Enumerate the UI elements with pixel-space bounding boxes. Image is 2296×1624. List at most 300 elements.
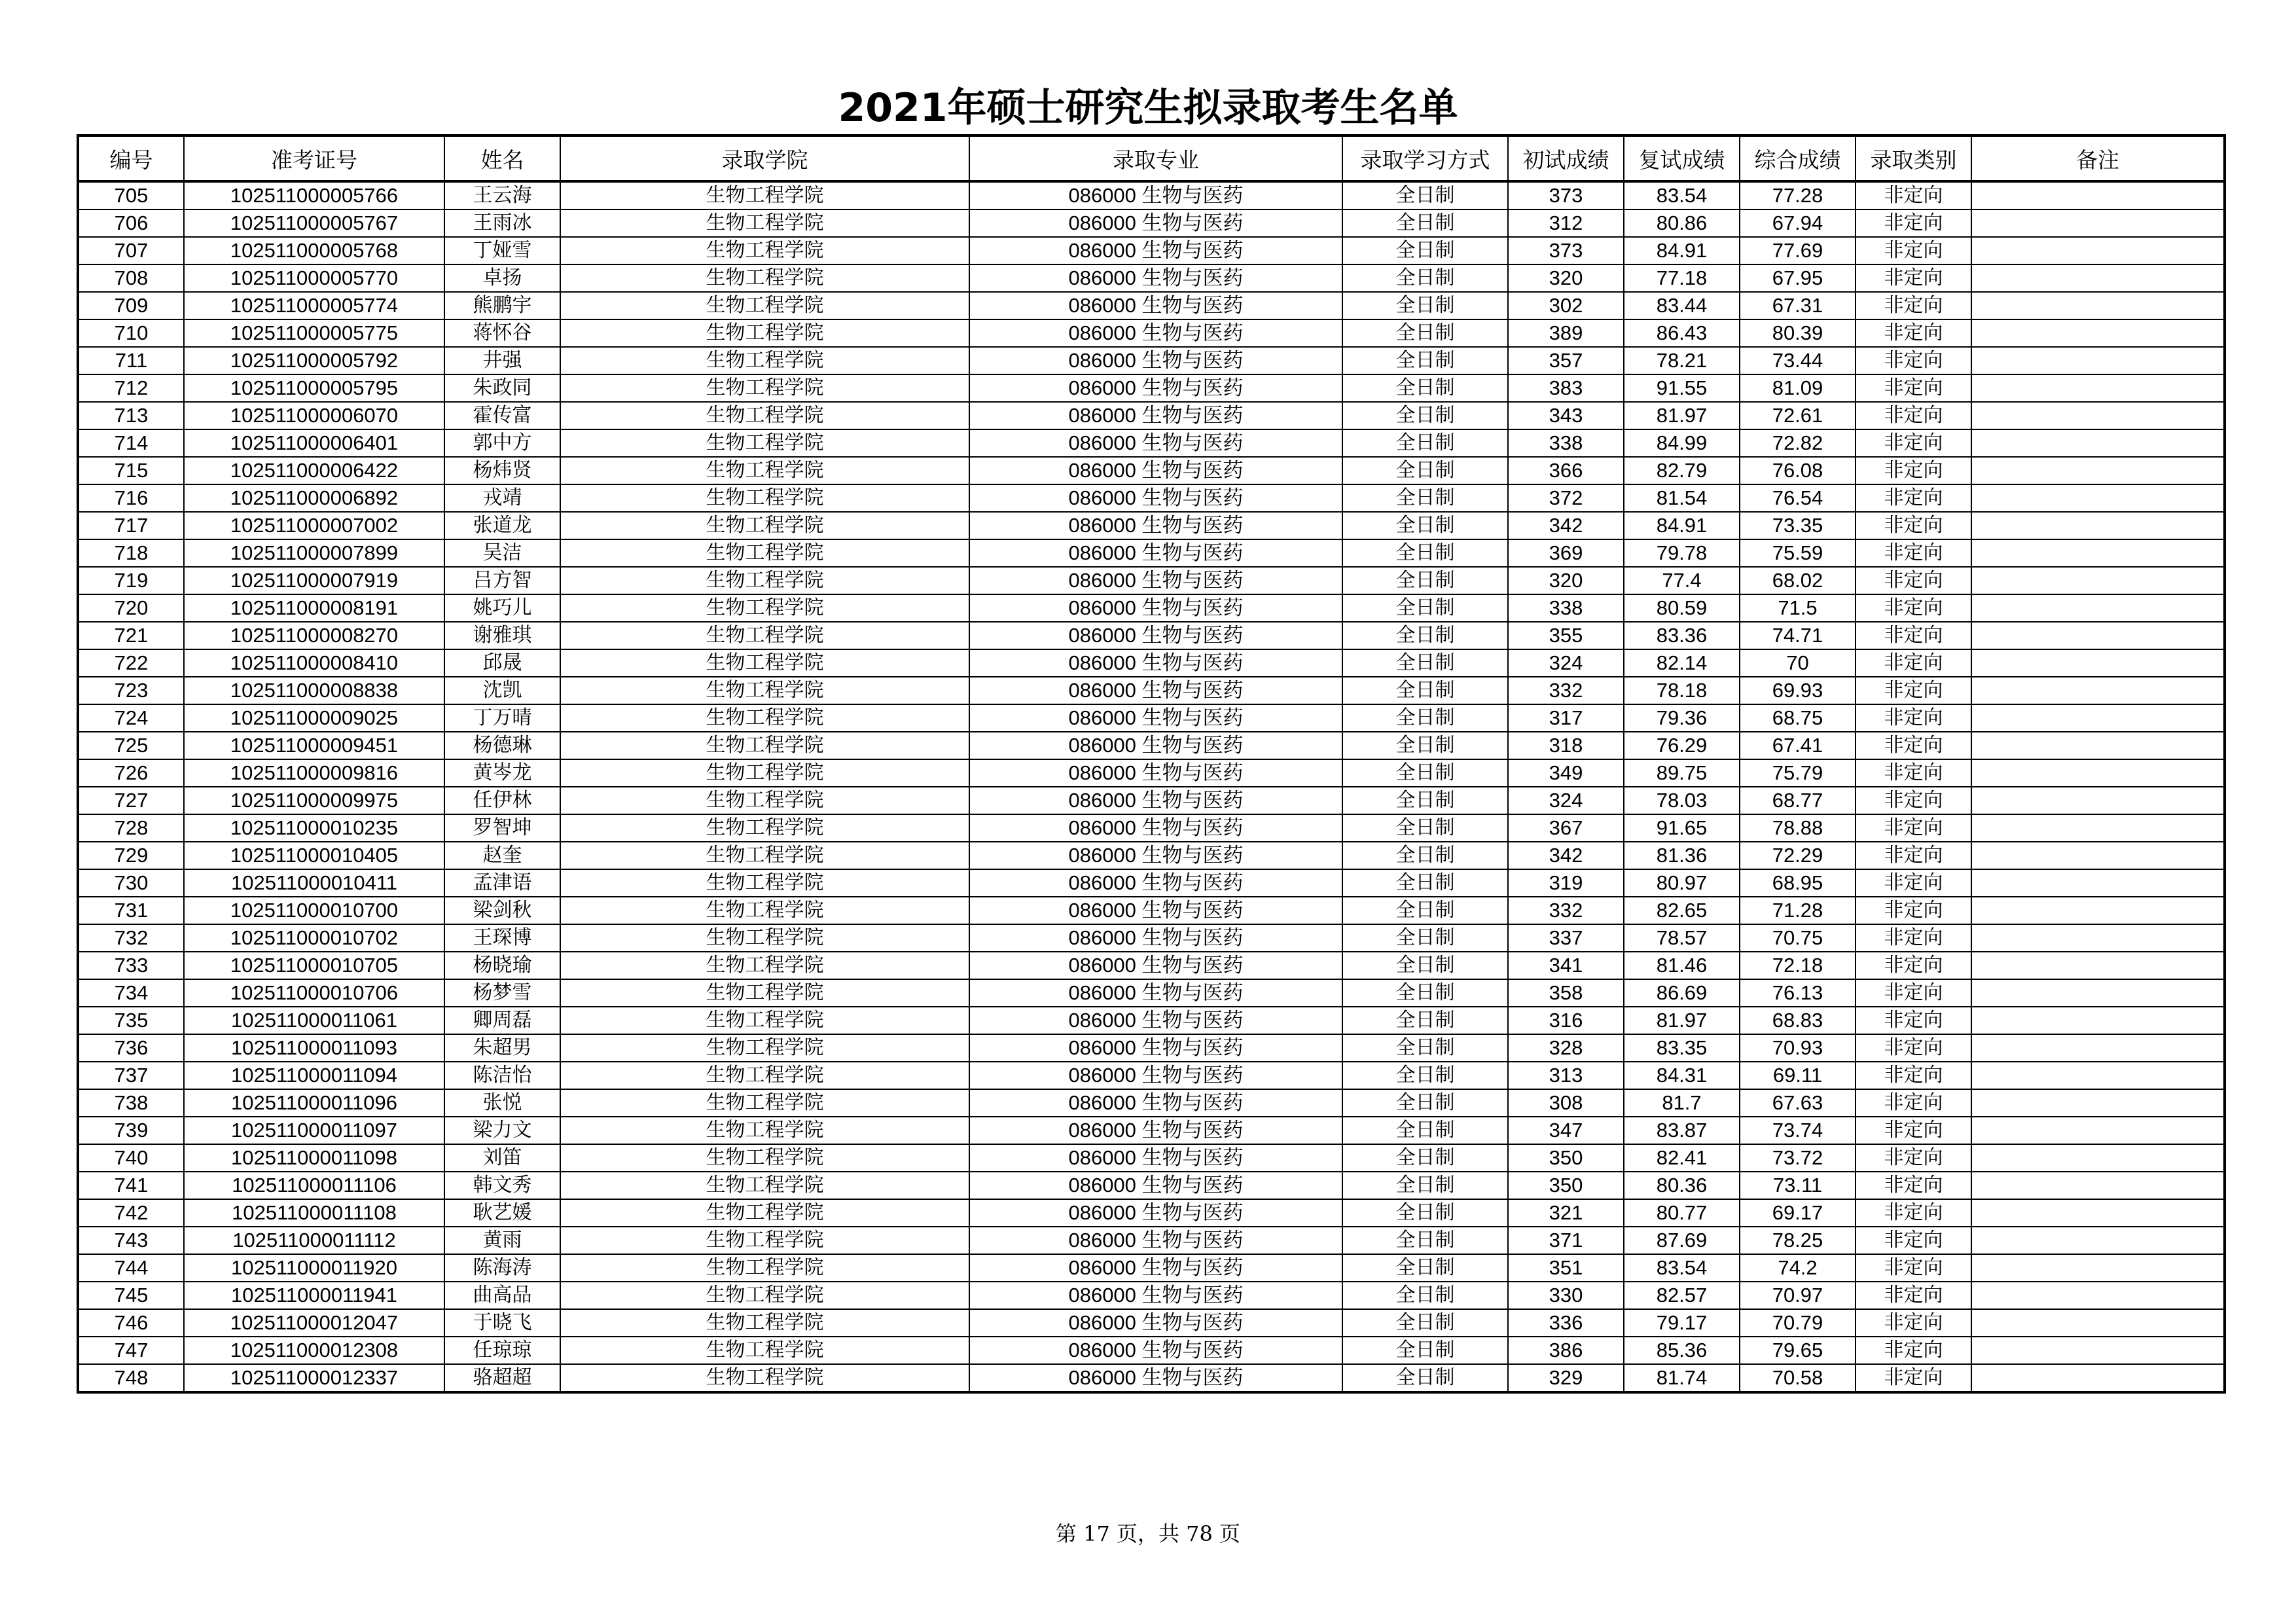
remarks-cell [1971,567,2225,594]
major-cell: 086000 生物与医药 [969,319,1342,347]
exam-number-cell: 102511000005774 [184,292,444,319]
name-cell: 黄岑龙 [444,759,560,787]
study-mode-cell: 全日制 [1342,264,1508,292]
name-cell: 黄雨 [444,1227,560,1254]
initial-score-cell: 369 [1508,539,1624,567]
initial-score-cell: 318 [1508,732,1624,759]
table-row [78,209,2225,237]
remarks-cell [1971,319,2225,347]
college-cell: 生物工程学院 [560,374,969,402]
study-mode-cell: 全日制 [1342,732,1508,759]
retest-score-cell: 76.29 [1624,732,1740,759]
initial-score-cell: 342 [1508,512,1624,539]
exam-number-cell: 102511000007002 [184,512,444,539]
exam-number-cell: 102511000010706 [184,979,444,1007]
total-score-cell: 73.44 [1740,347,1856,374]
name-cell: 王琛博 [444,924,560,952]
major-cell: 086000 生物与医药 [969,814,1342,842]
study-mode-cell: 全日制 [1342,649,1508,677]
total-score-cell: 77.28 [1740,181,1856,209]
category-cell: 非定向 [1856,457,1971,484]
remarks-cell [1971,1199,2225,1227]
remarks-cell [1971,732,2225,759]
table-row [78,1364,2225,1392]
remarks-cell [1971,1337,2225,1364]
retest-score-cell: 79.78 [1624,539,1740,567]
name-cell: 姚巧儿 [444,594,560,622]
study-mode-cell: 全日制 [1342,319,1508,347]
id-cell: 733 [78,952,184,979]
exam-number-cell: 102511000011061 [184,1007,444,1034]
total-score-cell: 67.31 [1740,292,1856,319]
exam-number-cell: 102511000011097 [184,1117,444,1144]
table-row [78,732,2225,759]
total-score-cell: 72.82 [1740,429,1856,457]
name-cell: 陈海涛 [444,1254,560,1282]
category-cell: 非定向 [1856,1034,1971,1062]
study-mode-cell: 全日制 [1342,347,1508,374]
study-mode-cell: 全日制 [1342,1172,1508,1199]
name-cell: 任伊林 [444,787,560,814]
initial-score-cell: 373 [1508,181,1624,209]
exam-number-cell: 102511000010702 [184,924,444,952]
retest-score-cell: 89.75 [1624,759,1740,787]
name-cell: 孟津语 [444,869,560,897]
study-mode-cell: 全日制 [1342,1089,1508,1117]
exam-number-cell: 102511000005795 [184,374,444,402]
category-cell: 非定向 [1856,787,1971,814]
name-cell: 于晓飞 [444,1309,560,1337]
college-cell: 生物工程学院 [560,264,969,292]
id-cell: 720 [78,594,184,622]
total-score-cell: 67.95 [1740,264,1856,292]
major-cell: 086000 生物与医药 [969,1254,1342,1282]
retest-score-cell: 87.69 [1624,1227,1740,1254]
category-cell: 非定向 [1856,1227,1971,1254]
major-cell: 086000 生物与医药 [969,374,1342,402]
category-cell: 非定向 [1856,759,1971,787]
remarks-cell [1971,787,2225,814]
college-cell: 生物工程学院 [560,292,969,319]
study-mode-cell: 全日制 [1342,1337,1508,1364]
id-cell: 737 [78,1062,184,1089]
table-row [78,704,2225,732]
college-cell: 生物工程学院 [560,622,969,649]
major-cell: 086000 生物与医药 [969,209,1342,237]
category-cell: 非定向 [1856,1062,1971,1089]
exam-number-cell: 102511000007899 [184,539,444,567]
college-cell: 生物工程学院 [560,759,969,787]
header-cell-college: 录取学院 [560,135,969,181]
table-row [78,1007,2225,1034]
total-score-cell: 76.54 [1740,484,1856,512]
total-score-cell: 72.18 [1740,952,1856,979]
college-cell: 生物工程学院 [560,1034,969,1062]
table-row [78,1034,2225,1062]
id-cell: 743 [78,1227,184,1254]
major-cell: 086000 生物与医药 [969,787,1342,814]
college-cell: 生物工程学院 [560,1117,969,1144]
college-cell: 生物工程学院 [560,677,969,704]
exam-number-cell: 102511000011094 [184,1062,444,1089]
study-mode-cell: 全日制 [1342,622,1508,649]
category-cell: 非定向 [1856,1117,1971,1144]
category-cell: 非定向 [1856,622,1971,649]
remarks-cell [1971,1034,2225,1062]
initial-score-cell: 317 [1508,704,1624,732]
id-cell: 723 [78,677,184,704]
total-score-cell: 67.63 [1740,1089,1856,1117]
study-mode-cell: 全日制 [1342,814,1508,842]
table-row [78,1337,2225,1364]
category-cell: 非定向 [1856,594,1971,622]
id-cell: 722 [78,649,184,677]
table-row [78,429,2225,457]
name-cell: 骆超超 [444,1364,560,1392]
study-mode-cell: 全日制 [1342,292,1508,319]
id-cell: 711 [78,347,184,374]
total-score-cell: 67.94 [1740,209,1856,237]
major-cell: 086000 生物与医药 [969,181,1342,209]
retest-score-cell: 77.18 [1624,264,1740,292]
initial-score-cell: 351 [1508,1254,1624,1282]
study-mode-cell: 全日制 [1342,842,1508,869]
study-mode-cell: 全日制 [1342,374,1508,402]
college-cell: 生物工程学院 [560,539,969,567]
total-score-cell: 68.75 [1740,704,1856,732]
retest-score-cell: 83.87 [1624,1117,1740,1144]
category-cell: 非定向 [1856,539,1971,567]
name-cell: 蒋怀谷 [444,319,560,347]
category-cell: 非定向 [1856,567,1971,594]
retest-score-cell: 85.36 [1624,1337,1740,1364]
name-cell: 耿艺媛 [444,1199,560,1227]
initial-score-cell: 366 [1508,457,1624,484]
study-mode-cell: 全日制 [1342,512,1508,539]
name-cell: 邱晟 [444,649,560,677]
study-mode-cell: 全日制 [1342,567,1508,594]
retest-score-cell: 78.18 [1624,677,1740,704]
id-cell: 736 [78,1034,184,1062]
retest-score-cell: 91.55 [1624,374,1740,402]
total-score-cell: 67.41 [1740,732,1856,759]
category-cell: 非定向 [1856,484,1971,512]
retest-score-cell: 84.99 [1624,429,1740,457]
table-row [78,594,2225,622]
remarks-cell [1971,952,2225,979]
exam-number-cell: 102511000012337 [184,1364,444,1392]
table-row [78,1254,2225,1282]
category-cell: 非定向 [1856,897,1971,924]
name-cell: 沈凯 [444,677,560,704]
table-row [78,622,2225,649]
retest-score-cell: 78.03 [1624,787,1740,814]
exam-number-cell: 102511000012047 [184,1309,444,1337]
table-row [78,759,2225,787]
name-cell: 卓扬 [444,264,560,292]
exam-number-cell: 102511000010405 [184,842,444,869]
college-cell: 生物工程学院 [560,1254,969,1282]
category-cell: 非定向 [1856,814,1971,842]
college-cell: 生物工程学院 [560,1144,969,1172]
category-cell: 非定向 [1856,402,1971,429]
study-mode-cell: 全日制 [1342,1227,1508,1254]
id-cell: 738 [78,1089,184,1117]
major-cell: 086000 生物与医药 [969,402,1342,429]
exam-number-cell: 102511000008410 [184,649,444,677]
exam-number-cell: 102511000006422 [184,457,444,484]
name-cell: 陈洁怡 [444,1062,560,1089]
table-row [78,649,2225,677]
exam-number-cell: 102511000011920 [184,1254,444,1282]
initial-score-cell: 338 [1508,429,1624,457]
exam-number-cell: 102511000005767 [184,209,444,237]
remarks-cell [1971,649,2225,677]
initial-score-cell: 302 [1508,292,1624,319]
table-row [78,1282,2225,1309]
header-cell-initial-score: 初试成绩 [1508,135,1624,181]
college-cell: 生物工程学院 [560,594,969,622]
table-row [78,924,2225,952]
exam-number-cell: 102511000011093 [184,1034,444,1062]
initial-score-cell: 330 [1508,1282,1624,1309]
initial-score-cell: 367 [1508,814,1624,842]
admission-table [77,134,2226,1394]
category-cell: 非定向 [1856,704,1971,732]
table-row [78,567,2225,594]
college-cell: 生物工程学院 [560,1007,969,1034]
id-cell: 706 [78,209,184,237]
total-score-cell: 76.13 [1740,979,1856,1007]
initial-score-cell: 324 [1508,649,1624,677]
initial-score-cell: 338 [1508,594,1624,622]
name-cell: 张悦 [444,1089,560,1117]
exam-number-cell: 102511000011112 [184,1227,444,1254]
study-mode-cell: 全日制 [1342,1364,1508,1392]
id-cell: 715 [78,457,184,484]
major-cell: 086000 生物与医药 [969,1364,1342,1392]
id-cell: 717 [78,512,184,539]
name-cell: 曲高品 [444,1282,560,1309]
total-score-cell: 79.65 [1740,1337,1856,1364]
id-cell: 730 [78,869,184,897]
initial-score-cell: 357 [1508,347,1624,374]
major-cell: 086000 生物与医药 [969,622,1342,649]
remarks-cell [1971,347,2225,374]
name-cell: 丁万晴 [444,704,560,732]
initial-score-cell: 320 [1508,567,1624,594]
remarks-cell [1971,512,2225,539]
total-score-cell: 68.77 [1740,787,1856,814]
total-score-cell: 71.5 [1740,594,1856,622]
college-cell: 生物工程学院 [560,732,969,759]
major-cell: 086000 生物与医药 [969,842,1342,869]
header-cell-remarks: 备注 [1971,135,2225,181]
remarks-cell [1971,484,2225,512]
table-row [78,319,2225,347]
retest-score-cell: 77.4 [1624,567,1740,594]
name-cell: 罗智坤 [444,814,560,842]
retest-score-cell: 78.21 [1624,347,1740,374]
header-cell-study-mode: 录取学习方式 [1342,135,1508,181]
name-cell: 熊鹏宇 [444,292,560,319]
exam-number-cell: 102511000010700 [184,897,444,924]
remarks-cell [1971,402,2225,429]
initial-score-cell: 313 [1508,1062,1624,1089]
total-score-cell: 81.09 [1740,374,1856,402]
exam-number-cell: 102511000005766 [184,181,444,209]
major-cell: 086000 生物与医药 [969,1282,1342,1309]
major-cell: 086000 生物与医药 [969,704,1342,732]
table-row [78,869,2225,897]
college-cell: 生物工程学院 [560,1089,969,1117]
total-score-cell: 68.83 [1740,1007,1856,1034]
college-cell: 生物工程学院 [560,1227,969,1254]
major-cell: 086000 生物与医药 [969,732,1342,759]
id-cell: 746 [78,1309,184,1337]
major-cell: 086000 生物与医药 [969,512,1342,539]
name-cell: 杨德琳 [444,732,560,759]
study-mode-cell: 全日制 [1342,429,1508,457]
header-cell-exam-number: 准考证号 [184,135,444,181]
remarks-cell [1971,1089,2225,1117]
name-cell: 霍传富 [444,402,560,429]
college-cell: 生物工程学院 [560,924,969,952]
study-mode-cell: 全日制 [1342,924,1508,952]
id-cell: 713 [78,402,184,429]
id-cell: 705 [78,181,184,209]
college-cell: 生物工程学院 [560,319,969,347]
table-row [78,347,2225,374]
table-row [78,1089,2225,1117]
id-cell: 709 [78,292,184,319]
major-cell: 086000 生物与医药 [969,1309,1342,1337]
study-mode-cell: 全日制 [1342,237,1508,264]
major-cell: 086000 生物与医药 [969,567,1342,594]
initial-score-cell: 343 [1508,402,1624,429]
category-cell: 非定向 [1856,1199,1971,1227]
college-cell: 生物工程学院 [560,1199,969,1227]
table-row [78,457,2225,484]
exam-number-cell: 102511000011108 [184,1199,444,1227]
name-cell: 吕方智 [444,567,560,594]
id-cell: 714 [78,429,184,457]
major-cell: 086000 生物与医药 [969,1007,1342,1034]
initial-score-cell: 383 [1508,374,1624,402]
table-row [78,1309,2225,1337]
initial-score-cell: 332 [1508,677,1624,704]
retest-score-cell: 81.7 [1624,1089,1740,1117]
remarks-cell [1971,759,2225,787]
table-row [78,1144,2225,1172]
exam-number-cell: 102511000008838 [184,677,444,704]
header-cell-total-score: 综合成绩 [1740,135,1856,181]
total-score-cell: 73.35 [1740,512,1856,539]
exam-number-cell: 102511000009816 [184,759,444,787]
remarks-cell [1971,1144,2225,1172]
initial-score-cell: 312 [1508,209,1624,237]
college-cell: 生物工程学院 [560,1364,969,1392]
major-cell: 086000 生物与医药 [969,677,1342,704]
study-mode-cell: 全日制 [1342,484,1508,512]
category-cell: 非定向 [1856,347,1971,374]
initial-score-cell: 371 [1508,1227,1624,1254]
total-score-cell: 74.2 [1740,1254,1856,1282]
category-cell: 非定向 [1856,264,1971,292]
retest-score-cell: 80.86 [1624,209,1740,237]
college-cell: 生物工程学院 [560,1309,969,1337]
table-row [78,952,2225,979]
initial-score-cell: 342 [1508,842,1624,869]
study-mode-cell: 全日制 [1342,1282,1508,1309]
id-cell: 731 [78,897,184,924]
initial-score-cell: 347 [1508,1117,1624,1144]
id-cell: 718 [78,539,184,567]
table-row [78,979,2225,1007]
study-mode-cell: 全日制 [1342,897,1508,924]
study-mode-cell: 全日制 [1342,704,1508,732]
study-mode-cell: 全日制 [1342,759,1508,787]
id-cell: 734 [78,979,184,1007]
study-mode-cell: 全日制 [1342,594,1508,622]
retest-score-cell: 83.54 [1624,1254,1740,1282]
major-cell: 086000 生物与医药 [969,1144,1342,1172]
category-cell: 非定向 [1856,1007,1971,1034]
total-score-cell: 73.72 [1740,1144,1856,1172]
major-cell: 086000 生物与医药 [969,1089,1342,1117]
retest-score-cell: 81.97 [1624,1007,1740,1034]
retest-score-cell: 83.36 [1624,622,1740,649]
college-cell: 生物工程学院 [560,1337,969,1364]
total-score-cell: 69.93 [1740,677,1856,704]
category-cell: 非定向 [1856,292,1971,319]
name-cell: 谢雅琪 [444,622,560,649]
initial-score-cell: 336 [1508,1309,1624,1337]
initial-score-cell: 355 [1508,622,1624,649]
page-footer: 第 17 页，共 78 页 [1055,1521,1241,1546]
college-cell: 生物工程学院 [560,1282,969,1309]
exam-number-cell: 102511000011106 [184,1172,444,1199]
name-cell: 郭中方 [444,429,560,457]
remarks-cell [1971,869,2225,897]
retest-score-cell: 83.44 [1624,292,1740,319]
remarks-cell [1971,622,2225,649]
table-row [78,374,2225,402]
study-mode-cell: 全日制 [1342,457,1508,484]
study-mode-cell: 全日制 [1342,787,1508,814]
remarks-cell [1971,704,2225,732]
study-mode-cell: 全日制 [1342,402,1508,429]
table-row [78,292,2225,319]
id-cell: 732 [78,924,184,952]
header-cell-retest-score: 复试成绩 [1624,135,1740,181]
major-cell: 086000 生物与医药 [969,979,1342,1007]
category-cell: 非定向 [1856,429,1971,457]
initial-score-cell: 308 [1508,1089,1624,1117]
retest-score-cell: 80.97 [1624,869,1740,897]
total-score-cell: 71.28 [1740,897,1856,924]
major-cell: 086000 生物与医药 [969,457,1342,484]
remarks-cell [1971,814,2225,842]
major-cell: 086000 生物与医药 [969,1117,1342,1144]
initial-score-cell: 386 [1508,1337,1624,1364]
name-cell: 任琼琼 [444,1337,560,1364]
table-row [78,787,2225,814]
total-score-cell: 70.79 [1740,1309,1856,1337]
study-mode-cell: 全日制 [1342,979,1508,1007]
remarks-cell [1971,1254,2225,1282]
initial-score-cell: 389 [1508,319,1624,347]
